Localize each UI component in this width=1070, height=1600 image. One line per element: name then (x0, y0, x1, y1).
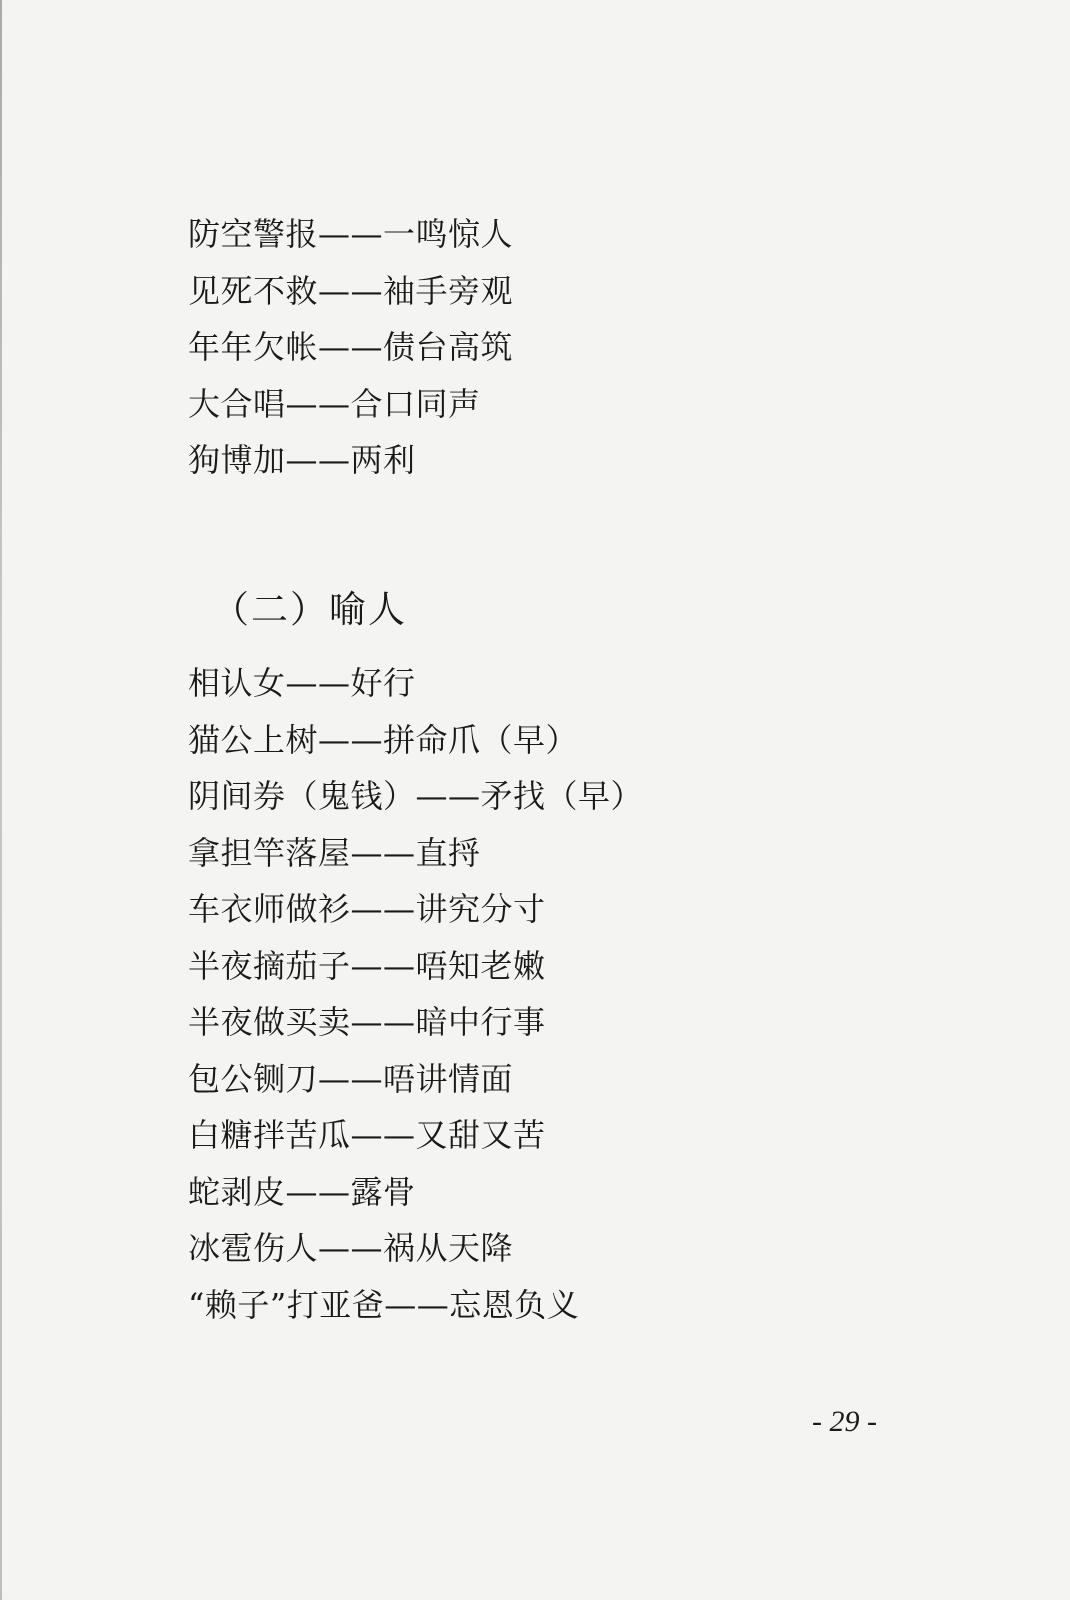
section-heading: （二）喻人 (212, 588, 407, 631)
proverb-line: 阴间券（鬼钱）——矛找（早） (188, 777, 644, 815)
proverb-line: 冰雹伤人——祸从天降 (188, 1229, 514, 1267)
proverb-line: 大合唱——合口同声 (188, 384, 481, 423)
proverb-line: 见死不救——袖手旁观 (188, 271, 514, 310)
proverb-line: 半夜摘茄子——唔知老嫩 (188, 946, 546, 985)
proverb-line: 白糖拌苦瓜——又甜又苦 (188, 1116, 546, 1154)
page-number: - 29 - (812, 1405, 877, 1438)
proverb-list-section-one (188, 206, 513, 489)
proverb-line: 年年欠帐——债台高筑 (188, 328, 514, 366)
proverb-line: 蛇剥皮——露骨 (188, 1172, 416, 1211)
proverb-line: 半夜做买卖——暗中行事 (188, 1003, 546, 1041)
proverb-line: “赖子”打亚爸——忘恩负义 (188, 1285, 580, 1324)
proverb-line: 相认女——好行 (188, 664, 416, 702)
proverb-line: 车衣师做衫——讲究分寸 (188, 890, 546, 928)
proverb-line: 狗博加——两利 (188, 441, 416, 479)
proverb-line: 猫公上树——拼命爪（早） (188, 720, 579, 759)
proverb-line: 拿担竿落屋——直捋 (188, 833, 481, 872)
proverb-line: 防空警报——一鸣惊人 (188, 215, 514, 253)
proverb-line: 包公铡刀——唔讲情面 (188, 1059, 514, 1098)
proverb-list-section-two (188, 655, 643, 1333)
scan-edge-shadow (0, 0, 2, 1600)
